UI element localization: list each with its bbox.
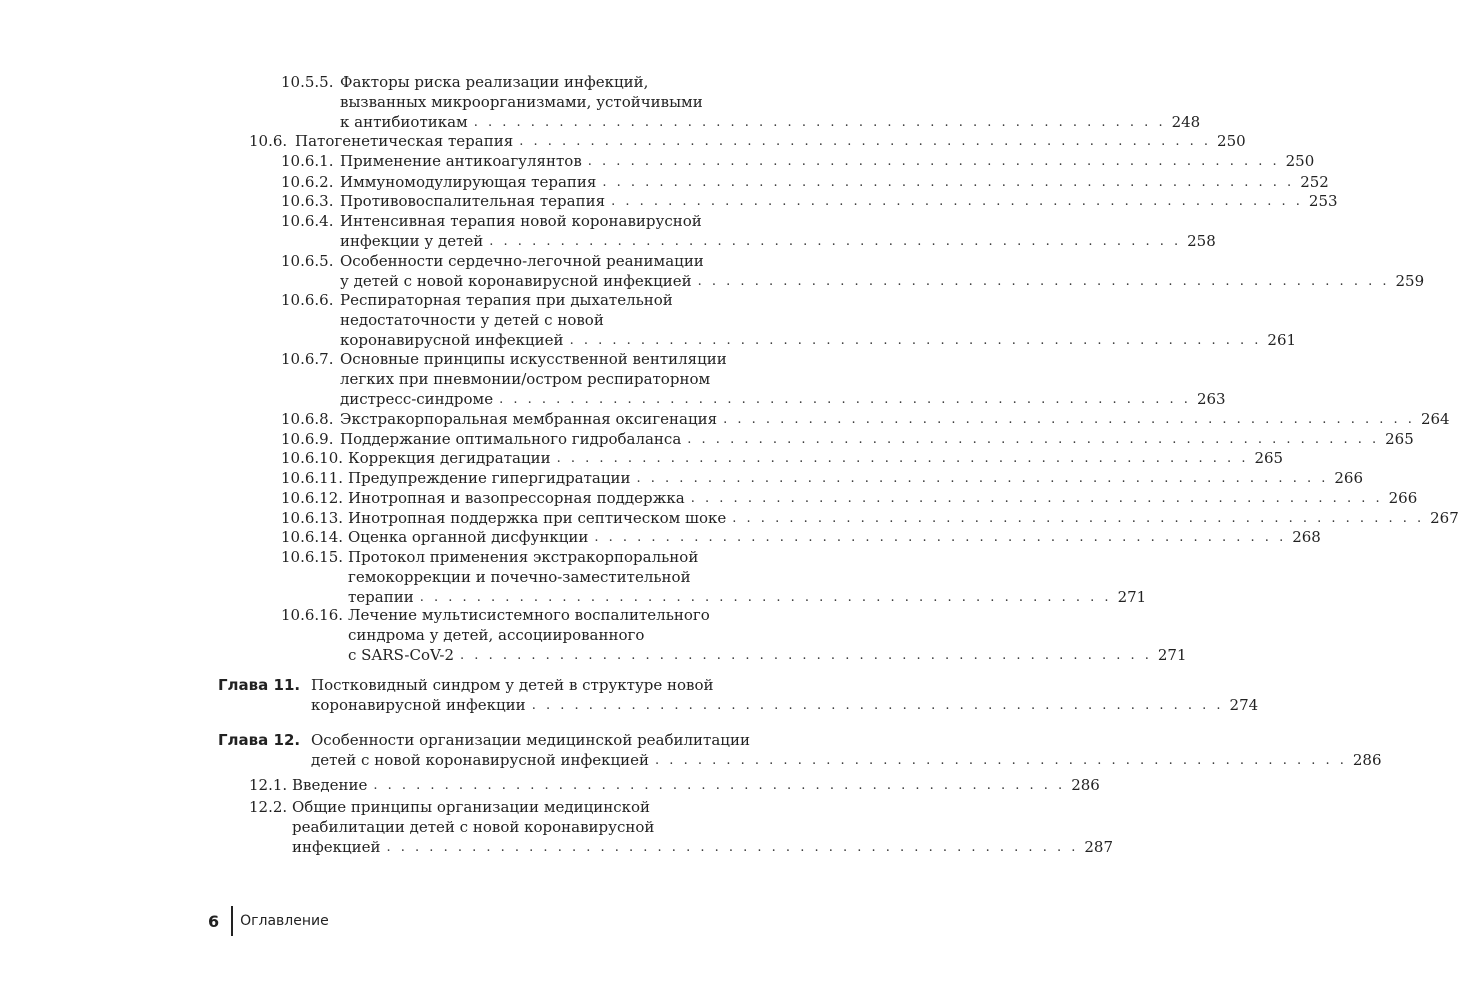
toc-entry-page: 268 xyxy=(1292,528,1321,546)
dot-leader: . . . . . . . . . . . . . . . . . . . . . . . . . . . . . . . . . . . . . . . . . . . . . . . . . xyxy=(611,194,1303,209)
toc-entry-page: 250 xyxy=(1217,132,1246,150)
toc-entry-page: 265 xyxy=(1385,430,1414,448)
toc-entry-number: 10.6.9. xyxy=(281,430,334,448)
toc-entry-title-line: вызванных микроорганизмами, устойчивыми xyxy=(340,93,703,111)
toc-entry-number: 10.6.8. xyxy=(281,410,334,428)
toc-entry-leader-line xyxy=(340,112,1201,132)
toc-entry-page: 258 xyxy=(1187,232,1216,250)
toc-entry-title-line: Патогенетическая терапия xyxy=(295,132,514,150)
toc-entry-number: 10.6.16. xyxy=(281,606,344,624)
dot-leader: . . . . . . . . . . . . . . . . . . . . . . . . . . . . . . . . . . . . . . . . . . . . . . . . . xyxy=(386,840,1079,855)
toc-entry-leader-line xyxy=(348,488,1418,508)
running-section-title: Оглавление xyxy=(240,913,329,929)
dot-leader: . . . . . . . . . . . . . . . . . . . . . . . . . . . . . . . . . . . . . . . . . . . . . . . . . xyxy=(473,115,1166,130)
toc-entry-title-line: терапии xyxy=(348,588,414,606)
toc-entry-number: 10.6.10. xyxy=(281,449,344,467)
toc-entry-leader-line xyxy=(348,468,1363,488)
toc-entry-title-line: инфекцией xyxy=(292,838,381,856)
toc-entry-page: 287 xyxy=(1084,838,1113,856)
toc-entry-leader-line xyxy=(292,837,1113,857)
dot-leader: . . . . . . . . . . . . . . . . . . . . . . . . . . . . . . . . . . . . . . . . . . . . . . . . . xyxy=(373,778,1066,793)
toc-entry-page: 286 xyxy=(1352,751,1382,769)
toc-entry-page: 264 xyxy=(1420,410,1450,428)
toc-entry-title-line: синдрома у детей, ассоциированного xyxy=(348,626,645,644)
toc-entry-leader-line xyxy=(348,645,1187,665)
toc-entry-title-line: недостаточности у детей с новой xyxy=(340,311,604,329)
toc-entry-title-line: дистресс-синдроме xyxy=(340,390,494,408)
toc-entry-title-line: у детей с новой коронавирусной инфекцией xyxy=(340,272,692,290)
toc-entry-page: 250 xyxy=(1285,152,1315,170)
dot-leader: . . . . . . . . . . . . . . . . . . . . . . . . . . . . . . . . . . . . . . . . . . . . . . . . . xyxy=(569,333,1262,348)
toc-entry-number: 10.6.2. xyxy=(281,173,334,191)
toc-entry-number: 10.6.11. xyxy=(281,469,344,487)
toc-entry-page: 266 xyxy=(1334,469,1363,487)
toc-entry-number: 12.1. xyxy=(249,776,288,794)
toc-entry-title-line: Предупреждение гипергидратации xyxy=(348,469,631,487)
toc-entry-title-line: Респираторная терапия при дыхательной xyxy=(340,291,673,309)
dot-leader: . . . . . . . . . . . . . . . . . . . . . . . . . . . . . . . . . . . . . . . . . . . . . . . . . xyxy=(690,491,1383,506)
toc-entry-title-line: Иммуномодулирующая терапия xyxy=(340,173,597,191)
toc-entry-title-line: Противовоспалительная терапия xyxy=(340,192,606,210)
toc-entry-leader-line xyxy=(311,695,1259,715)
toc-entry-page: 263 xyxy=(1196,390,1226,408)
dot-leader: . . . . . . . . . . . . . . . . . . . . . . . . . . . . . . . . . . . . . . . . . . . . . . . . . xyxy=(489,234,1182,249)
toc-entry-title-line: Оценка органной дисфункции xyxy=(348,528,589,546)
toc-entry-page: 271 xyxy=(1117,588,1147,606)
toc-entry-number: 10.6.14. xyxy=(281,528,344,546)
dot-leader: . . . . . . . . . . . . . . . . . . . . . . . . . . . . . . . . . . . . . . . . . . . . . . . . . xyxy=(655,753,1347,768)
toc-entry-number: 12.2. xyxy=(249,798,288,816)
toc-entry-page: 261 xyxy=(1267,331,1297,349)
toc-entry-page: 248 xyxy=(1171,113,1201,131)
toc-entry-number: 10.5.5. xyxy=(281,73,334,91)
toc-entry-number: 10.6.12. xyxy=(281,489,344,507)
toc-entry-leader-line xyxy=(348,527,1321,547)
toc-entry-leader-line xyxy=(340,172,1329,192)
toc-entry-number: 10.6.6. xyxy=(281,291,334,309)
toc-entry-page: 259 xyxy=(1395,272,1425,290)
dot-leader: . . . . . . . . . . . . . . . . . . . . . . . . . . . . . . . . . . . . . . . . . . . . . . . . . xyxy=(587,154,1280,169)
toc-entry-page: 253 xyxy=(1308,192,1338,210)
toc-entry-number: 10.6. xyxy=(249,132,288,150)
toc-entry-leader-line xyxy=(340,231,1216,251)
toc-entry-number: 10.6.13. xyxy=(281,509,344,527)
footer-divider xyxy=(231,906,233,936)
toc-entry-page: 271 xyxy=(1157,646,1187,664)
toc-entry-title-line: Протокол применения экстракорпоральной xyxy=(348,548,699,566)
chapter-number: Глава 12. xyxy=(218,731,301,749)
dot-leader: . . . . . . . . . . . . . . . . . . . . . . . . . . . . . . . . . . . . . . . . . . . . . . . . . xyxy=(697,274,1390,289)
dot-leader: . . . . . . . . . . . . . . . . . . . . . . . . . . . . . . . . . . . . . . . . . . . . . . . . . xyxy=(419,590,1112,605)
toc-entry-leader-line xyxy=(295,131,1246,151)
toc-entry-number: 10.6.5. xyxy=(281,252,334,270)
toc-entry-leader-line xyxy=(348,508,1459,528)
dot-leader: . . . . . . . . . . . . . . . . . . . . . . . . . . . . . . . . . . . . . . . . . . . . . . . . . xyxy=(531,698,1224,713)
toc-entry-title-line: Интенсивная терапия новой коронавирусной xyxy=(340,212,702,230)
toc-entry-leader-line xyxy=(340,409,1450,429)
toc-entry-title-line: Поддержание оптимального гидробаланса xyxy=(340,430,682,448)
toc-entry-title-line: Инотропная и вазопрессорная поддержка xyxy=(348,489,685,507)
toc-entry-title-line: детей с новой коронавирусной инфекцией xyxy=(311,751,650,769)
dot-leader: . . . . . . . . . . . . . . . . . . . . . . . . . . . . . . . . . . . . . . . . . . . . . . . . . xyxy=(556,451,1249,466)
toc-entry-title-line: инфекции у детей xyxy=(340,232,484,250)
toc-entry-title-line: Особенности сердечно-легочной реанимации xyxy=(340,252,704,270)
toc-entry-number: 10.6.1. xyxy=(281,152,334,170)
toc-entry-number: 10.6.15. xyxy=(281,548,344,566)
toc-entry-leader-line xyxy=(340,191,1338,211)
toc-entry-leader-line xyxy=(340,271,1425,291)
dot-leader: . . . . . . . . . . . . . . . . . . . . . . . . . . . . . . . . . . . . . . . . . . . . . . . . . xyxy=(594,530,1287,545)
dot-leader: . . . . . . . . . . . . . . . . . . . . . . . . . . . . . . . . . . . . . . . . . . . . . . . . . xyxy=(602,175,1295,190)
toc-entry-page: 286 xyxy=(1071,776,1100,794)
toc-entry-title-line: Лечение мультисистемного воспалительного xyxy=(348,606,710,624)
page-footer xyxy=(208,906,329,936)
dot-leader: . . . . . . . . . . . . . . . . . . . . . . . . . . . . . . . . . . . . . . . . . . . . . . . . . xyxy=(732,511,1425,526)
toc-entry-title-line: коронавирусной инфекции xyxy=(311,696,526,714)
toc-entry-leader-line xyxy=(348,587,1147,607)
toc-entry-leader-line xyxy=(311,750,1382,770)
page-number: 6 xyxy=(208,911,220,931)
toc-entry-title-line: реабилитации детей с новой коронавирусной xyxy=(292,818,655,836)
toc-entry-title-line: Экстракорпоральная мембранная оксигенация xyxy=(340,410,718,428)
toc-entry-title-line: Общие принципы организации медицинской xyxy=(292,798,651,816)
toc-entry-title-line: коронавирусной инфекцией xyxy=(340,331,564,349)
toc-entry-title-line: Основные принципы искусственной вентиляции xyxy=(340,350,727,368)
toc-entry-leader-line xyxy=(340,330,1297,350)
toc-entry-title-line: Особенности организации медицинской реабилитации xyxy=(311,731,750,749)
toc-entry-title-line: гемокоррекции и почечно-заместительной xyxy=(348,568,691,586)
toc-entry-leader-line xyxy=(340,151,1315,171)
toc-entry-title-line: Факторы риска реализации инфекций, xyxy=(340,73,649,91)
toc-entry-title-line: легких при пневмонии/остром респираторном xyxy=(340,370,711,388)
toc-entry-page: 252 xyxy=(1300,173,1329,191)
toc-entry-leader-line xyxy=(292,775,1100,795)
dot-leader: . . . . . . . . . . . . . . . . . . . . . . . . . . . . . . . . . . . . . . . . . . . . . . . . . xyxy=(636,471,1329,486)
toc-entry-number: 10.6.3. xyxy=(281,192,334,210)
dot-leader: . . . . . . . . . . . . . . . . . . . . . . . . . . . . . . . . . . . . . . . . . . . . . . . . . xyxy=(460,648,1152,663)
toc-entry-number: 10.6.7. xyxy=(281,350,334,368)
dot-leader: . . . . . . . . . . . . . . . . . . . . . . . . . . . . . . . . . . . . . . . . . . . . . . . . . xyxy=(687,432,1380,447)
toc-entry-title-line: с SARS-CoV-2 xyxy=(348,646,455,664)
toc-entry-leader-line xyxy=(340,429,1414,449)
toc-entry-title-line: Инотропная поддержка при септическом шоке xyxy=(348,509,727,527)
dot-leader: . . . . . . . . . . . . . . . . . . . . . . . . . . . . . . . . . . . . . . . . . . . . . . . . . xyxy=(499,392,1191,407)
toc-entry-title-line: Введение xyxy=(292,776,368,794)
dot-leader: . . . . . . . . . . . . . . . . . . . . . . . . . . . . . . . . . . . . . . . . . . . . . . . . . xyxy=(519,134,1212,149)
toc-entry-title-line: Постковидный синдром у детей в структуре новой xyxy=(311,676,714,694)
toc-entry-number: 10.6.4. xyxy=(281,212,334,230)
toc-entry-leader-line xyxy=(340,389,1226,409)
dot-leader: . . . . . . . . . . . . . . . . . . . . . . . . . . . . . . . . . . . . . . . . . . . . . . . . . xyxy=(723,412,1415,427)
toc-entry-page: 265 xyxy=(1254,449,1284,467)
toc-entry-page: 267 xyxy=(1430,509,1459,527)
toc-entry-title-line: Применение антикоагулянтов xyxy=(340,152,582,170)
toc-entry-title-line: к антибиотикам xyxy=(340,113,468,131)
toc-entry-leader-line xyxy=(348,448,1284,468)
chapter-number: Глава 11. xyxy=(218,676,301,694)
toc-entry-page: 274 xyxy=(1229,696,1259,714)
toc-entry-page: 266 xyxy=(1388,489,1418,507)
toc-entry-title-line: Коррекция дегидратации xyxy=(348,449,551,467)
